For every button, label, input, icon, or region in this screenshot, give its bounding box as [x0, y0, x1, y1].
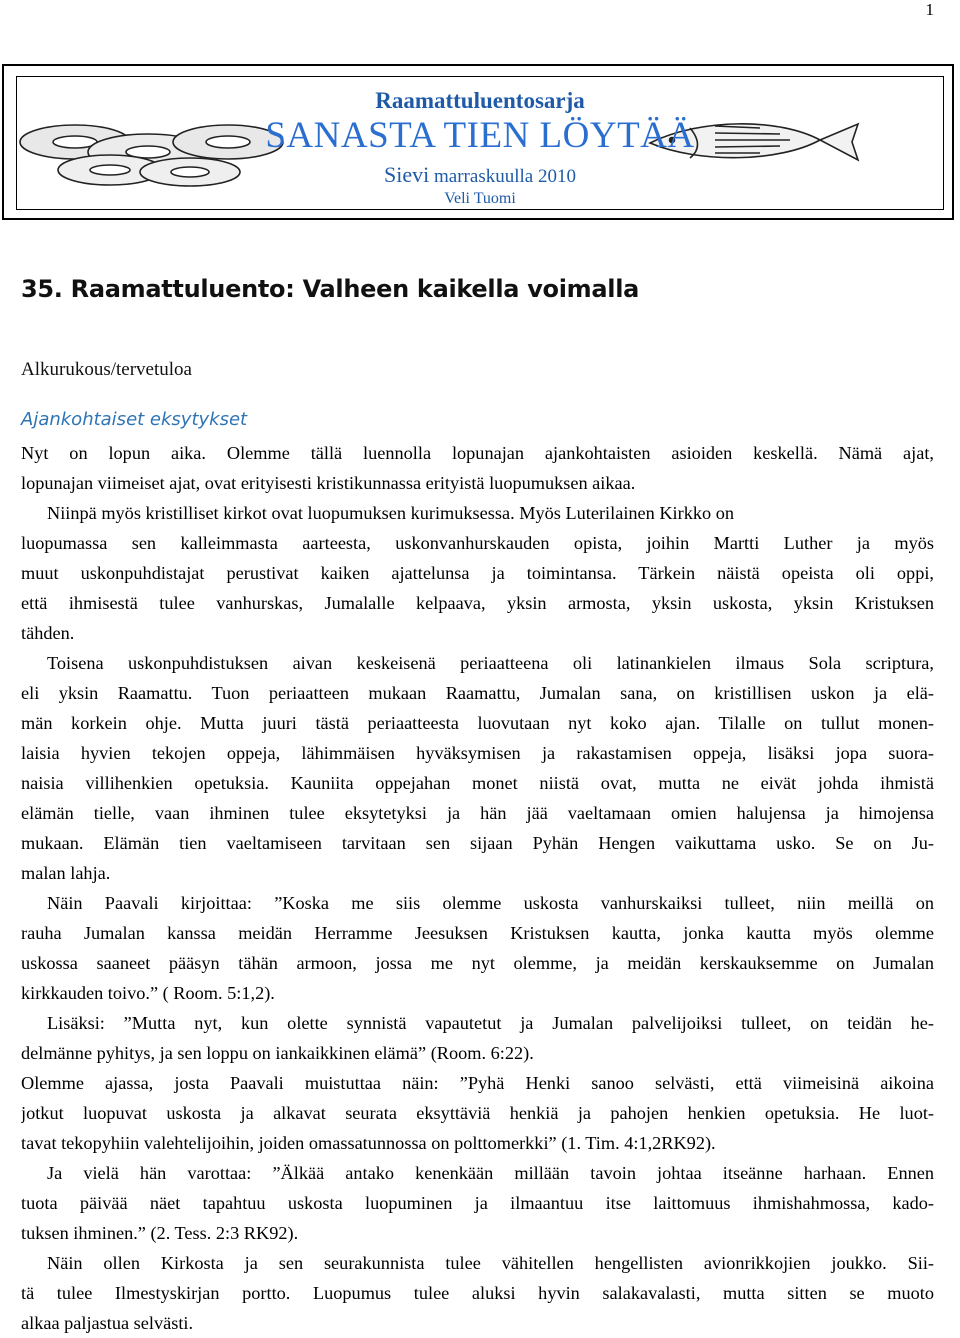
text-line: Näin ollen Kirkosta ja sen seurakunnista tulee vähitellen hengellisten avionrikkojien joukko. Sii- — [47, 1253, 934, 1273]
banner-main-title: SANASTA TIEN LÖYTÄÄ — [265, 115, 695, 156]
text-line: tä tulee Ilmestyskirjan portto. Luopumus tulee aluksi hyvin salakavalasti, mutta sitten se muoto — [21, 1283, 934, 1303]
body-text — [21, 438, 934, 1338]
text-line: malan lahja. — [21, 863, 111, 883]
text-line: Toisena uskonpuhdistuksen aivan keskeisenä periaatteena oli latinankielen ilmaus Sola scriptura, — [47, 653, 934, 673]
page-number: 1 — [925, 0, 934, 19]
text-line: Niinpä myös kristilliset kirkot ovat luopumuksen kurimuksessa. Myös Luterilainen Kirkko on — [47, 503, 735, 523]
text-line: Näin Paavali kirjoittaa: ”Koska me siis olemme uskosta vanhurskaiksi tulleet, niin meillä on — [47, 893, 934, 913]
banner-date: marraskuulla 2010 — [429, 166, 576, 187]
text-line: tuota päivää näet tapahtuu uskosta luopuminen ja ilmaantuu itse laittomuus ihmishahmossa, kado- — [21, 1193, 934, 1213]
text-line: delmänne pyhitys, ja sen loppu on iankaikkinen elämä” (Room. 6:22). — [21, 1043, 534, 1063]
text-line: uskossa saaneet pääsyn tähän armoon, jossa me nyt olemme, ja meidän kerskauksemme on Jumalan — [21, 953, 934, 973]
text-line: naisia villihenkien opetuksia. Kauniita oppejahan monet niistä ovat, mutta ne eivät johda ihmistä — [21, 773, 934, 793]
text-line: eli yksin Raamattu. Tuon periaatteen mukaan Raamattu, Jumalan sana, on kristillisen uskon ja elä- — [21, 683, 934, 703]
text-line: Lisäksi: ”Mutta nyt, kun olette synnistä vapautetut ja Jumalan palvelijoiksi tulleet, on teidän he- — [47, 1013, 934, 1033]
lecture-title: 35. Raamattuluento: Valheen kaikella voimalla — [21, 275, 640, 303]
opening-prayer-label: Alkurukous/tervetuloa — [21, 359, 192, 380]
text-line: Nyt on lopun aika. Olemme tällä luennolla lopunajan ajankohtaisten asioiden keskellä. Nämä ajat, — [21, 443, 934, 463]
text-line: mukaan. Elämän tien vaeltamiseen tarvitaan sen sijaan Pyhän Hengen vaikuttama usko. Se on Ju- — [21, 833, 934, 853]
text-line: että ihmisestä tulee vanhurskas, Jumalalle kelpaava, yksin armosta, yksin uskosta, yksin Kristuksen — [21, 593, 934, 613]
banner-place-date — [0, 162, 960, 188]
text-line: Olemme ajassa, josta Paavali muistuttaa näin: ”Pyhä Henki sanoo selvästi, että viimeisinä aikoina — [21, 1073, 934, 1093]
text-line: elämän tielle, vaan ihminen tulee eksytetyksi ja hän jää vaeltamaan omien halujensa ja himojensa — [21, 803, 934, 823]
text-line: tähden. — [21, 623, 75, 643]
text-line: tuksen ihminen.” (2. Tess. 2:3 RK92). — [21, 1223, 299, 1243]
text-line: luopumassa sen kalleimmasta aarteesta, uskonvanhurskauden opista, joihin Martti Luther ja myös — [21, 533, 934, 553]
text-line: lopunajan viimeiset ajat, ovat erityisesti kristikunnassa erityistä luopumuksen aikaa. — [21, 473, 636, 493]
text-line: muut uskonpuhdistajat perustivat kaiken ajattelunsa ja toimintansa. Tärkein näistä opeista oli oppi, — [21, 563, 934, 583]
text-line: laisia hyvien tekojen oppeja, lähimmäisen hyväksymisen ja rakastamisen oppeja, lisäksi jopa suora- — [21, 743, 934, 763]
text-line: Ja vielä hän varottaa: ”Älkää antako kenenkään millään tavoin johtaa itseänne harhaan. Ennen — [47, 1163, 934, 1183]
text-line: alkaa paljastua selvästi. — [21, 1313, 194, 1333]
text-line: kirkkauden toivo.” ( Room. 5:1,2). — [21, 983, 275, 1003]
text-line: män korkein ohje. Mutta juuri tästä periaatteesta luovutaan nyt koko ajan. Tilalle on tullut monen- — [21, 713, 934, 733]
text-line: jotkut luopuvat uskosta ja alkavat seurata eksyttäviä henkiä ja pahojen henkien opetuksia. He luot- — [21, 1103, 934, 1123]
banner-series-title: Raamattuluentosarja — [375, 88, 585, 113]
text-line: tavat tekopyhiin valehtelijoihin, joiden omassatunnossa on polttomerkki” (1. Tim. 4:1,2RK92). — [21, 1133, 716, 1153]
section-heading: Ajankohtaiset eksytykset — [21, 409, 248, 430]
text-line: rauha Jumalan kanssa meidän Herramme Jeesuksen Kristuksen kautta, jonka kautta myös olemme — [21, 923, 934, 943]
banner-place: Sievi — [384, 162, 430, 187]
banner-author: Veli Tuomi — [444, 190, 516, 207]
